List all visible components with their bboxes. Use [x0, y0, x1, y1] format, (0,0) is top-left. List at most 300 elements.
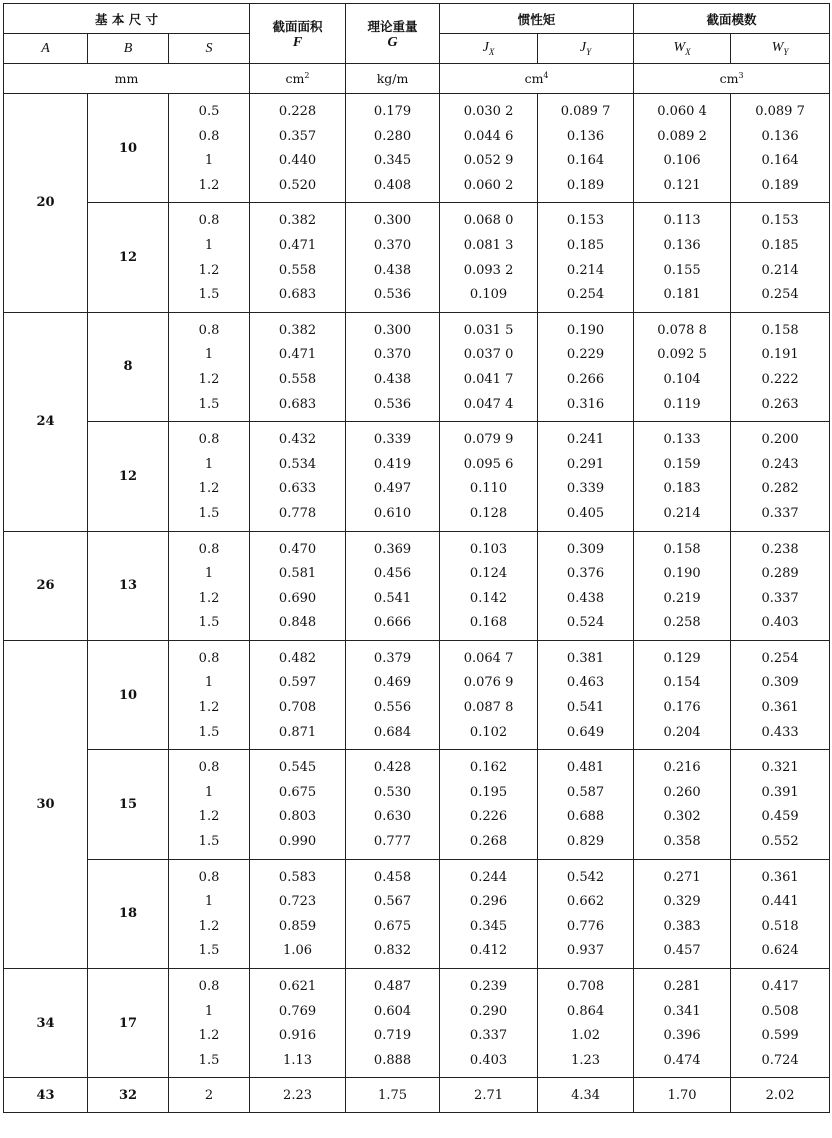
- value-WY: 0.200: [761, 432, 799, 448]
- value-JX: 0.290: [469, 1003, 508, 1019]
- value-JY: 0.405: [566, 505, 605, 521]
- symbol-A: A: [4, 34, 88, 64]
- final-cell-JY: 4.34: [538, 1078, 634, 1113]
- value-WX: 0.271: [663, 869, 701, 885]
- value-JY: 0.376: [566, 566, 605, 582]
- value-S: 1.2: [198, 481, 220, 497]
- cell-S: [169, 94, 250, 203]
- value-WY: 0.552: [761, 834, 799, 850]
- table-row: [4, 969, 830, 1078]
- cell-WY: [731, 969, 830, 1078]
- value-G: 0.370: [373, 347, 412, 363]
- value-WY: 0.214: [761, 262, 799, 278]
- value-WX: 0.078 8: [657, 322, 707, 338]
- value-WX: 0.060 4: [657, 104, 707, 119]
- value-S: 0.8: [198, 650, 220, 666]
- value-JX: 0.052 9: [463, 153, 514, 169]
- cell-F: [250, 94, 346, 203]
- table-row: [4, 640, 830, 749]
- cell-B: 10: [88, 94, 169, 203]
- value-WX: 0.119: [663, 396, 701, 412]
- value-WY: 0.158: [761, 322, 799, 338]
- value-F: 0.520: [278, 177, 317, 193]
- value-WY: 0.599: [761, 1028, 799, 1044]
- cell-WX: [634, 859, 731, 968]
- value-JY: 0.316: [566, 396, 605, 412]
- value-JX: 0.296: [469, 894, 508, 910]
- value-WY: 0.189: [761, 177, 799, 193]
- value-WY: 0.136: [761, 128, 799, 144]
- value-JY: 0.829: [566, 834, 605, 850]
- cell-G: [346, 203, 440, 312]
- cell-JY: [538, 750, 634, 859]
- cell-F: [250, 640, 346, 749]
- value-JY: 1.23: [571, 1052, 601, 1068]
- value-WX: 0.383: [663, 918, 701, 934]
- value-JY: 0.291: [566, 456, 605, 472]
- value-F: 0.440: [278, 153, 317, 169]
- cell-S: [169, 640, 250, 749]
- value-JX: 0.044 6: [463, 128, 514, 144]
- value-WY: 0.433: [761, 724, 799, 740]
- value-JY: 0.463: [566, 675, 605, 691]
- value-F: 0.683: [278, 396, 317, 412]
- value-JX: 0.345: [469, 918, 508, 934]
- value-WX: 0.106: [663, 153, 701, 169]
- cell-JY: [538, 203, 634, 312]
- value-WX: 0.302: [663, 809, 701, 825]
- value-F: 0.708: [278, 700, 317, 716]
- value-JY: 0.214: [566, 262, 605, 278]
- value-JY: 0.649: [566, 724, 605, 740]
- value-S: 1: [204, 456, 214, 472]
- cell-WY: [731, 312, 830, 421]
- value-WY: 0.282: [761, 481, 799, 497]
- cell-F: [250, 422, 346, 531]
- value-S: 1.2: [198, 700, 220, 716]
- table-body: [4, 94, 830, 1113]
- cell-JX: [440, 94, 538, 203]
- value-WX: 0.155: [663, 262, 701, 278]
- symbol-F: F: [292, 34, 303, 50]
- final-cell-S: 2: [169, 1078, 250, 1113]
- value-JX: 0.030 2: [463, 104, 514, 119]
- value-S: 1.5: [198, 396, 220, 412]
- symbol-WY: [731, 34, 830, 64]
- value-JY: 0.153: [566, 213, 605, 229]
- value-WX: 0.104: [663, 371, 701, 387]
- symbol-G: G: [387, 34, 398, 50]
- symbol-Y-subscript: Y: [586, 46, 592, 57]
- cell-WX: [634, 312, 731, 421]
- value-F: 0.803: [278, 809, 317, 825]
- value-G: 0.536: [373, 287, 412, 303]
- cell-JY: [538, 312, 634, 421]
- symbol-Y-subscript: Y: [783, 46, 789, 57]
- value-S: 1.5: [198, 505, 220, 521]
- cell-S: [169, 531, 250, 640]
- value-JX: 0.110: [469, 481, 508, 497]
- value-JX: 0.162: [469, 760, 508, 776]
- value-F: 0.633: [278, 481, 317, 497]
- weight-title: 理论重量: [367, 18, 418, 34]
- final-cell-A: 43: [4, 1078, 88, 1113]
- cell-JX: [440, 640, 538, 749]
- value-WX: 0.181: [663, 287, 701, 303]
- unit-inertia: [440, 64, 634, 94]
- value-JY: 0.937: [566, 943, 605, 959]
- cell-JX: [440, 859, 538, 968]
- value-WY: 0.254: [761, 287, 799, 303]
- cell-B: 15: [88, 750, 169, 859]
- cell-F: [250, 203, 346, 312]
- value-WX: 0.260: [663, 784, 701, 800]
- value-S: 1.5: [198, 834, 220, 850]
- value-JX: 0.079 9: [463, 432, 514, 448]
- final-cell-B: 32: [88, 1078, 169, 1113]
- cell-G: [346, 312, 440, 421]
- value-WX: 0.396: [663, 1028, 701, 1044]
- cell-B: 10: [88, 640, 169, 749]
- value-S: 1.2: [198, 371, 220, 387]
- value-WY: 0.518: [761, 918, 799, 934]
- value-F: 0.683: [278, 287, 317, 303]
- value-JX: 0.142: [469, 590, 508, 606]
- cell-B: 18: [88, 859, 169, 968]
- value-JX: 0.244: [469, 869, 508, 885]
- cell-B: 12: [88, 422, 169, 531]
- value-S: 0.8: [198, 869, 220, 885]
- cell-WX: [634, 969, 731, 1078]
- value-JY: 1.02: [571, 1028, 601, 1044]
- value-WY: 0.337: [761, 590, 799, 606]
- value-JX: 0.124: [469, 566, 508, 582]
- value-WX: 0.136: [663, 237, 701, 253]
- cell-A: 26: [4, 531, 88, 640]
- unit-area: [250, 64, 346, 94]
- value-F: 0.534: [278, 456, 317, 472]
- unit-inertia-base: cm: [524, 71, 544, 87]
- value-F: 0.471: [278, 237, 317, 253]
- value-JY: 0.190: [566, 322, 605, 338]
- cell-JX: [440, 312, 538, 421]
- unit-area-base: cm: [285, 71, 305, 87]
- value-S: 1.2: [198, 809, 220, 825]
- value-G: 0.456: [373, 566, 412, 582]
- value-F: 0.228: [278, 104, 317, 119]
- cell-S: [169, 422, 250, 531]
- value-WY: 0.089 7: [755, 104, 805, 119]
- value-WX: 0.176: [663, 700, 701, 716]
- value-JY: 0.339: [566, 481, 605, 497]
- value-S: 1: [204, 784, 214, 800]
- value-JX: 0.064 7: [463, 650, 514, 666]
- value-G: 0.300: [373, 322, 412, 338]
- value-S: 0.8: [198, 322, 220, 338]
- value-WY: 0.441: [761, 894, 799, 910]
- value-G: 0.536: [373, 396, 412, 412]
- cell-JX: [440, 422, 538, 531]
- cell-JY: [538, 969, 634, 1078]
- symbol-WX: [634, 34, 731, 64]
- value-S: 1.2: [198, 918, 220, 934]
- value-F: 0.581: [278, 566, 317, 582]
- value-G: 0.369: [373, 541, 412, 557]
- value-F: 0.558: [278, 371, 317, 387]
- value-WY: 0.243: [761, 456, 799, 472]
- value-S: 1: [204, 675, 214, 691]
- cell-G: [346, 422, 440, 531]
- value-S: 0.8: [198, 979, 220, 994]
- table-header: [4, 4, 830, 94]
- value-JX: 0.060 2: [463, 177, 514, 193]
- value-S: 1.5: [198, 287, 220, 303]
- symbol-B: B: [88, 34, 169, 64]
- value-WY: 0.624: [761, 943, 799, 959]
- value-S: 1.2: [198, 590, 220, 606]
- value-G: 0.379: [373, 650, 412, 666]
- cell-G: [346, 531, 440, 640]
- cell-WX: [634, 640, 731, 749]
- value-F: 0.470: [278, 541, 317, 557]
- cell-WY: [731, 422, 830, 531]
- cell-G: [346, 750, 440, 859]
- cell-B: 13: [88, 531, 169, 640]
- cell-WY: [731, 203, 830, 312]
- unit-size: mm: [4, 64, 250, 94]
- value-JY: 0.438: [566, 590, 605, 606]
- table-row-final: [4, 1078, 830, 1113]
- value-WY: 0.191: [761, 347, 799, 363]
- value-WY: 0.289: [761, 566, 799, 582]
- final-cell-G: 1.75: [346, 1078, 440, 1113]
- symbol-S: S: [169, 34, 250, 64]
- cell-WY: [731, 531, 830, 640]
- section-properties-table: [3, 3, 830, 1113]
- cell-WX: [634, 531, 731, 640]
- value-F: 0.597: [278, 675, 317, 691]
- symbol-JY: [538, 34, 634, 64]
- value-G: 0.179: [373, 104, 412, 119]
- value-JY: 0.229: [566, 347, 605, 363]
- table-row: [4, 312, 830, 421]
- value-WX: 0.133: [663, 432, 701, 448]
- value-JY: 0.662: [566, 894, 605, 910]
- value-G: 0.666: [373, 615, 412, 631]
- value-WX: 0.129: [663, 650, 701, 666]
- value-G: 0.556: [373, 700, 412, 716]
- value-JY: 0.708: [566, 979, 605, 994]
- value-G: 0.777: [373, 834, 412, 850]
- value-JY: 0.481: [566, 760, 605, 776]
- value-WX: 0.092 5: [657, 347, 707, 363]
- value-JX: 0.031 5: [463, 322, 514, 338]
- value-S: 0.8: [198, 128, 220, 144]
- value-WY: 0.222: [761, 371, 799, 387]
- value-JX: 0.041 7: [463, 371, 514, 387]
- cell-B: 17: [88, 969, 169, 1078]
- value-F: 0.432: [278, 432, 317, 448]
- value-JY: 0.541: [566, 700, 605, 716]
- value-F: 1.13: [283, 1052, 312, 1068]
- value-WY: 0.403: [761, 615, 799, 631]
- value-WY: 0.185: [761, 237, 799, 253]
- value-WY: 0.153: [761, 213, 799, 229]
- cell-A: 24: [4, 312, 88, 531]
- value-G: 0.370: [373, 237, 412, 253]
- value-F: 0.382: [278, 322, 317, 338]
- value-G: 0.610: [373, 505, 412, 521]
- final-cell-F: 2.23: [250, 1078, 346, 1113]
- value-S: 0.8: [198, 760, 220, 776]
- value-G: 0.469: [373, 675, 412, 691]
- unit-modulus: [634, 64, 830, 94]
- cell-WX: [634, 750, 731, 859]
- value-S: 0.8: [198, 213, 220, 229]
- cell-WY: [731, 94, 830, 203]
- table-row: [4, 859, 830, 968]
- value-S: 1.5: [198, 943, 220, 959]
- cell-WX: [634, 94, 731, 203]
- value-S: 1: [204, 347, 214, 363]
- symbol-J-letter: J: [482, 40, 489, 56]
- cell-WY: [731, 640, 830, 749]
- value-JX: 0.226: [469, 809, 508, 825]
- final-cell-JX: 2.71: [440, 1078, 538, 1113]
- value-F: 0.690: [278, 590, 317, 606]
- value-F: 0.848: [278, 615, 317, 631]
- unit-modulus-exponent: 3: [738, 70, 744, 80]
- value-WX: 0.204: [663, 724, 701, 740]
- value-F: 0.583: [278, 869, 317, 885]
- value-JX: 0.403: [469, 1052, 508, 1068]
- value-JX: 0.087 8: [463, 700, 514, 716]
- value-G: 0.684: [373, 724, 412, 740]
- cell-JY: [538, 640, 634, 749]
- cell-S: [169, 203, 250, 312]
- value-JY: 0.136: [566, 128, 605, 144]
- value-WX: 0.113: [663, 213, 701, 229]
- cell-JX: [440, 969, 538, 1078]
- value-JX: 0.047 4: [463, 396, 514, 412]
- cell-JX: [440, 531, 538, 640]
- value-WX: 0.089 2: [657, 128, 707, 144]
- value-G: 0.487: [373, 979, 412, 994]
- table-row: [4, 750, 830, 859]
- value-F: 0.621: [278, 979, 317, 994]
- value-WX: 0.121: [663, 177, 701, 193]
- symbol-X-subscript: X: [685, 46, 691, 57]
- symbol-JX: [440, 34, 538, 64]
- cell-F: [250, 969, 346, 1078]
- value-G: 0.675: [373, 918, 412, 934]
- value-WX: 0.190: [663, 566, 701, 582]
- value-JY: 0.524: [566, 615, 605, 631]
- cell-S: [169, 750, 250, 859]
- value-S: 1: [204, 237, 214, 253]
- value-S: 1: [204, 894, 214, 910]
- value-WY: 0.361: [761, 700, 799, 716]
- unit-inertia-exponent: 4: [543, 70, 549, 80]
- cell-JY: [538, 859, 634, 968]
- value-WX: 0.474: [663, 1052, 701, 1068]
- value-WX: 0.341: [663, 1003, 701, 1019]
- value-JX: 0.168: [469, 615, 508, 631]
- modulus-title: 截面模数: [634, 4, 830, 34]
- cell-JX: [440, 203, 538, 312]
- value-F: 0.769: [278, 1003, 317, 1019]
- header-row-titles: [4, 4, 830, 34]
- value-WY: 0.263: [761, 396, 799, 412]
- value-WY: 0.309: [761, 675, 799, 691]
- value-S: 1: [204, 153, 214, 169]
- value-JX: 0.195: [469, 784, 508, 800]
- value-F: 0.545: [278, 760, 317, 776]
- value-WX: 0.329: [663, 894, 701, 910]
- value-JY: 0.266: [566, 371, 605, 387]
- value-JY: 0.164: [566, 153, 605, 169]
- value-WX: 0.457: [663, 943, 701, 959]
- value-JY: 0.688: [566, 809, 605, 825]
- value-JX: 0.103: [469, 541, 508, 557]
- value-S: 1.2: [198, 262, 220, 278]
- symbol-J-letter: J: [579, 40, 587, 56]
- value-S: 1.2: [198, 177, 220, 193]
- cell-S: [169, 859, 250, 968]
- value-WX: 0.358: [663, 834, 701, 850]
- value-JY: 0.189: [566, 177, 605, 193]
- final-cell-WX: 1.70: [634, 1078, 731, 1113]
- unit-weight: kg/m: [346, 64, 440, 94]
- area-title: 截面面积: [272, 18, 323, 34]
- value-S: 1.2: [198, 1028, 220, 1044]
- value-S: 0.8: [198, 541, 220, 557]
- value-F: 0.859: [278, 918, 317, 934]
- value-JX: 0.095 6: [463, 456, 514, 472]
- value-G: 0.719: [373, 1028, 412, 1044]
- value-G: 0.345: [373, 153, 412, 169]
- value-F: 0.871: [278, 724, 317, 740]
- value-F: 0.723: [278, 894, 317, 910]
- cell-WX: [634, 203, 731, 312]
- cell-G: [346, 94, 440, 203]
- cell-G: [346, 859, 440, 968]
- value-G: 0.567: [373, 894, 412, 910]
- value-JX: 0.102: [469, 724, 508, 740]
- value-S: 1.5: [198, 1052, 220, 1068]
- symbol-W-letter: W: [673, 40, 686, 56]
- value-G: 0.300: [373, 213, 412, 229]
- value-G: 0.408: [373, 177, 412, 193]
- symbol-X-subscript: X: [488, 46, 495, 57]
- cell-F: [250, 750, 346, 859]
- unit-modulus-base: cm: [719, 71, 739, 87]
- value-G: 0.630: [373, 809, 412, 825]
- final-cell-WY: 2.02: [731, 1078, 830, 1113]
- value-F: 0.990: [278, 834, 317, 850]
- value-S: 1: [204, 566, 214, 582]
- value-WY: 0.164: [761, 153, 799, 169]
- value-F: 0.357: [278, 128, 317, 144]
- table-row: [4, 531, 830, 640]
- value-JX: 0.093 2: [463, 262, 514, 278]
- value-G: 0.419: [373, 456, 412, 472]
- value-JX: 0.268: [469, 834, 508, 850]
- value-G: 0.438: [373, 262, 412, 278]
- value-G: 0.497: [373, 481, 412, 497]
- value-JX: 0.109: [469, 287, 508, 303]
- symbol-W-letter: W: [771, 40, 784, 56]
